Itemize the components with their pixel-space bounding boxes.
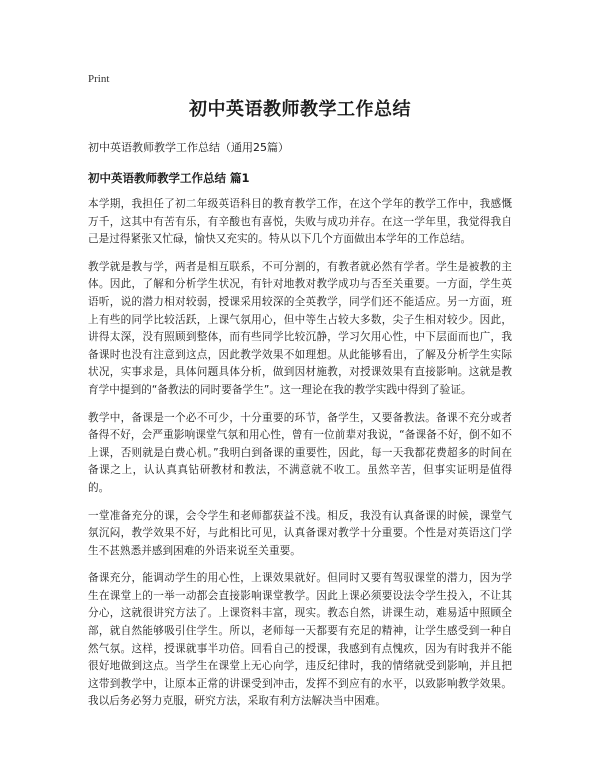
page-title: 初中英语教师教学工作总结 [189, 99, 411, 120]
section-heading: 初中英语教师教学工作总结 篇1 [88, 171, 250, 185]
paragraph: 备课充分，能调动学生的用心性，上课效果就好。但同时又要有驾驭课堂的潜力，因为学生在课堂上的一举一动都会直接影响课堂教学。因此上课必须要设法令学生投入，不让其分心，这就很讲究方法了。上课资料丰富，现实。教态自然，讲课生动，难易适中照顾全部，就自然能够吸引住学生。所以，老师每一天都要有充足的精神，让学生感受到一种自然气氛。这样，授课就事半功倍。回看自己的授课，我感到有点愧疚，因为有时我并不能很好地做到这点。当学生在课堂上无心向学，违反纪律时，我的情绪就受到影响，并且把这带到教学中，让原本正常的讲课受到冲击，发挥不到应有的水平，以致影响教学效果。我以后务必努力克服，研究方法，采取有利方法解决当中困难。 [88, 572, 512, 708]
print-label[interactable]: Print [88, 73, 110, 85]
paragraph: 教学就是教与学，两者是相互联系，不可分割的，有教者就必然有学者。学生是被教的主体。因此，了解和分析学生状况，有针对地教对教学成功与否至关重要。一方面，学生英语听，说的潜力相对较弱，授课采用较深的全英教学，同学们还不能适应。另一方面，班上有些的同学比较活跃，上课气氛用心，但中等生占较大多数，尖子生相对较少。因此，讲得太深，没有照顾到整体，而有些同学比较沉静，学习欠用心性，中下层面而也广，我备课时也没有注意到这点，因此教学效果不如理想。从此能够看出，了解及分析学生实际状况，实事求是，具体问题具体分析，做到因材施教，对授课效果有直接影响。这就是教育学中提到的“备教法的同时要备学生”。这一理论在我的教学实践中得到了验证。 [88, 260, 512, 396]
paragraph: 本学期，我担任了初二年级英语科目的教育教学工作，在这个学年的教学工作中，我感慨万千，这其中有苦有乐，有辛酸也有喜悦，失败与成功并存。在这一学年里，我觉得我自己是过得紧张又忙碌，愉快又充实的。特从以下几个方面做出本学年的工作总结。 [88, 198, 512, 246]
paragraph: 一堂准备充分的课，会令学生和老师都获益不浅。相反，我没有认真备课的时候，课堂气氛沉闷，教学效果不好，与此相比可见，认真备课对教学十分重要。个性是对英语这门学生不甚熟悉并感到困难的外语来说至关重要。 [88, 509, 512, 557]
paragraph: 教学中，备课是一个必不可少，十分重要的环节，备学生，又要备教法。备课不充分或者备得不好，会严重影响课堂气氛和用心性，曾有一位前辈对我说，“备课备不好，倒不如不上课，否则就是白费心机。”我明白到备课的重要性，因此，每一天我都花费超多的时间在备课之上，认认真真钻研教材和教法，不满意就不收工。虽然辛苦，但事实证明是值得的。 [88, 411, 512, 494]
document-subtitle: 初中英语教师教学工作总结（通用25篇） [88, 141, 289, 154]
